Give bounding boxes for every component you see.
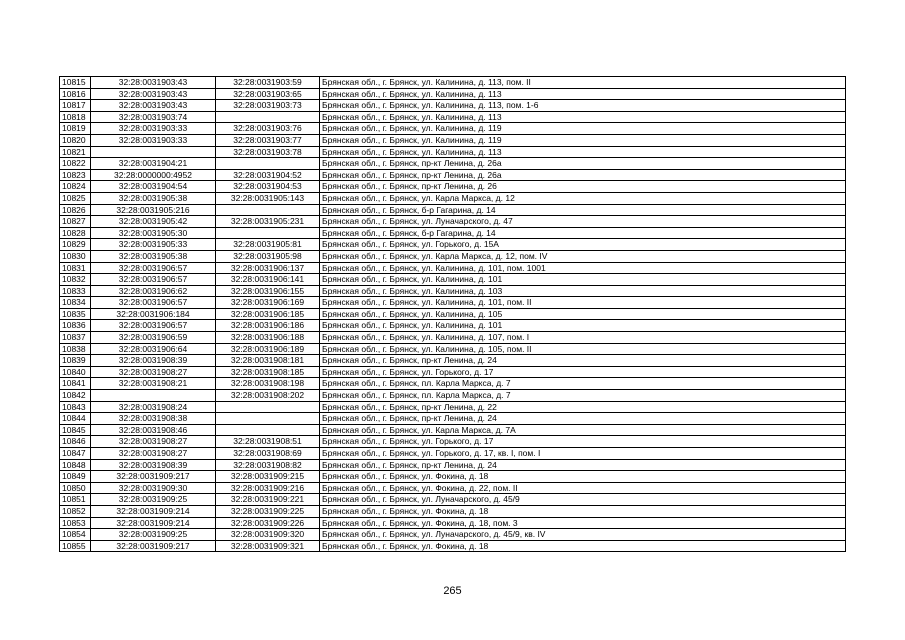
table-row <box>60 134 846 146</box>
table-row <box>60 517 846 529</box>
table-row <box>60 529 846 541</box>
row-number-cell: 10830 <box>60 250 91 262</box>
table-row <box>60 227 846 239</box>
address-cell: Брянская обл., г. Брянск, пр-кт Ленина, д. 26а <box>320 158 846 170</box>
cadastral-number-cell: 32:28:0031908:27 <box>91 436 216 448</box>
cadastral-number-cell <box>91 146 216 158</box>
address-cell: Брянская обл., г. Брянск, ул. Калинина, д. 101 <box>320 320 846 332</box>
table-row <box>60 158 846 170</box>
address-cell: Брянская обл., г. Брянск, ул. Калинина, д. 113, пом. II <box>320 77 846 89</box>
object-cadastral-number-cell <box>216 413 320 425</box>
cadastral-number-cell: 32:28:0031903:33 <box>91 123 216 135</box>
object-cadastral-number-cell <box>216 204 320 216</box>
cadastral-number-cell: 32:28:0031908:46 <box>91 424 216 436</box>
object-cadastral-number-cell: 32:28:0031905:143 <box>216 192 320 204</box>
table-row <box>60 285 846 297</box>
row-number-cell: 10825 <box>60 192 91 204</box>
object-cadastral-number-cell: 32:28:0031903:73 <box>216 100 320 112</box>
address-cell: Брянская обл., г. Брянск, ул. Горького, д. 17 <box>320 366 846 378</box>
cadastral-number-cell: 32:28:0031904:21 <box>91 158 216 170</box>
row-number-cell: 10815 <box>60 77 91 89</box>
table-row <box>60 88 846 100</box>
cadastral-number-cell: 32:28:0031908:38 <box>91 413 216 425</box>
object-cadastral-number-cell: 32:28:0031906:155 <box>216 285 320 297</box>
row-number-cell: 10839 <box>60 355 91 367</box>
table-row <box>60 459 846 471</box>
table-row <box>60 111 846 123</box>
row-number-cell: 10817 <box>60 100 91 112</box>
address-cell: Брянская обл., г. Брянск, ул. Луначарского, д. 45/9, кв. IV <box>320 529 846 541</box>
object-cadastral-number-cell: 32:28:0031909:321 <box>216 540 320 552</box>
object-cadastral-number-cell: 32:28:0031909:226 <box>216 517 320 529</box>
row-number-cell: 10838 <box>60 343 91 355</box>
cadastral-number-cell: 32:28:0031908:39 <box>91 355 216 367</box>
cadastral-number-cell: 32:28:0031909:25 <box>91 494 216 506</box>
address-cell: Брянская обл., г. Брянск, ул. Калинина, д. 113 <box>320 88 846 100</box>
object-cadastral-number-cell: 32:28:0031908:51 <box>216 436 320 448</box>
row-number-cell: 10846 <box>60 436 91 448</box>
cadastral-number-cell: 32:28:0031906:57 <box>91 320 216 332</box>
row-number-cell: 10823 <box>60 169 91 181</box>
row-number-cell: 10835 <box>60 308 91 320</box>
row-number-cell: 10819 <box>60 123 91 135</box>
cadastral-number-cell: 32:28:0031909:217 <box>91 540 216 552</box>
address-cell: Брянская обл., г. Брянск, ул. Калинина, д. 101 <box>320 274 846 286</box>
table-row <box>60 100 846 112</box>
address-cell: Брянская обл., г. Брянск, пл. Карла Маркса, д. 7 <box>320 378 846 390</box>
address-cell: Брянская обл., г. Брянск, ул. Луначарского, д. 47 <box>320 216 846 228</box>
address-cell: Брянская обл., г. Брянск, ул. Калинина, д. 103 <box>320 285 846 297</box>
address-cell: Брянская обл., г. Брянск, пр-кт Ленина, д. 26 <box>320 181 846 193</box>
row-number-cell: 10829 <box>60 239 91 251</box>
cadastral-number-cell: 32:28:0031909:217 <box>91 471 216 483</box>
row-number-cell: 10848 <box>60 459 91 471</box>
object-cadastral-number-cell: 32:28:0031909:225 <box>216 505 320 517</box>
object-cadastral-number-cell <box>216 158 320 170</box>
address-cell: Брянская обл., г. Брянск, ул. Фокина, д. 18 <box>320 505 846 517</box>
address-cell: Брянская обл., г. Брянск, б-р Гагарина, д. 14 <box>320 227 846 239</box>
cadastral-number-cell: 32:28:0031905:38 <box>91 192 216 204</box>
table-row <box>60 482 846 494</box>
table-row <box>60 471 846 483</box>
address-cell: Брянская обл., г. Брянск, ул. Калинина, д. 105 <box>320 308 846 320</box>
object-cadastral-number-cell: 32:28:0031908:181 <box>216 355 320 367</box>
table-row <box>60 123 846 135</box>
object-cadastral-number-cell: 32:28:0031903:77 <box>216 134 320 146</box>
table-row <box>60 262 846 274</box>
object-cadastral-number-cell: 32:28:0031906:185 <box>216 308 320 320</box>
table-row <box>60 424 846 436</box>
object-cadastral-number-cell: 32:28:0031903:65 <box>216 88 320 100</box>
address-cell: Брянская обл., г. Брянск, ул. Калинина, д. 119 <box>320 123 846 135</box>
address-cell: Брянская обл., г. Брянск, ул. Калинина, д. 101, пом. 1001 <box>320 262 846 274</box>
object-cadastral-number-cell <box>216 424 320 436</box>
cadastral-number-cell: 32:28:0031906:184 <box>91 308 216 320</box>
row-number-cell: 10820 <box>60 134 91 146</box>
object-cadastral-number-cell: 32:28:0031904:52 <box>216 169 320 181</box>
row-number-cell: 10824 <box>60 181 91 193</box>
row-number-cell: 10831 <box>60 262 91 274</box>
table-row <box>60 204 846 216</box>
object-cadastral-number-cell: 32:28:0031905:98 <box>216 250 320 262</box>
table-row <box>60 274 846 286</box>
object-cadastral-number-cell: 32:28:0031906:141 <box>216 274 320 286</box>
cadastral-number-cell: 32:28:0031909:214 <box>91 505 216 517</box>
cadastral-number-cell: 32:28:0031906:64 <box>91 343 216 355</box>
address-cell: Брянская обл., г. Брянск, б-р Гагарина, д. 14 <box>320 204 846 216</box>
cadastral-number-cell: 32:28:0031908:39 <box>91 459 216 471</box>
address-cell: Брянская обл., г. Брянск, ул. Калинина, д. 101, пом. II <box>320 297 846 309</box>
table-row <box>60 320 846 332</box>
table-row <box>60 505 846 517</box>
row-number-cell: 10833 <box>60 285 91 297</box>
table-row <box>60 250 846 262</box>
table-row <box>60 378 846 390</box>
address-cell: Брянская обл., г. Брянск, пр-кт Ленина, д. 22 <box>320 401 846 413</box>
row-number-cell: 10852 <box>60 505 91 517</box>
table-row <box>60 297 846 309</box>
row-number-cell: 10844 <box>60 413 91 425</box>
object-cadastral-number-cell <box>216 401 320 413</box>
table-row <box>60 494 846 506</box>
row-number-cell: 10818 <box>60 111 91 123</box>
table-row <box>60 332 846 344</box>
object-cadastral-number-cell: 32:28:0031903:76 <box>216 123 320 135</box>
row-number-cell: 10843 <box>60 401 91 413</box>
object-cadastral-number-cell: 32:28:0031905:81 <box>216 239 320 251</box>
page-number: 265 <box>443 585 462 597</box>
row-number-cell: 10828 <box>60 227 91 239</box>
object-cadastral-number-cell: 32:28:0031908:82 <box>216 459 320 471</box>
table-row <box>60 540 846 552</box>
row-number-cell: 10855 <box>60 540 91 552</box>
row-number-cell: 10836 <box>60 320 91 332</box>
row-number-cell: 10849 <box>60 471 91 483</box>
table-row <box>60 366 846 378</box>
address-cell: Брянская обл., г. Брянск, ул. Калинина, д. 113 <box>320 146 846 158</box>
cadastral-number-cell: 32:28:0031905:30 <box>91 227 216 239</box>
cadastral-number-cell: 32:28:0031903:43 <box>91 100 216 112</box>
cadastral-number-cell: 32:28:0031905:42 <box>91 216 216 228</box>
object-cadastral-number-cell: 32:28:0031908:185 <box>216 366 320 378</box>
address-cell: Брянская обл., г. Брянск, ул. Горького, д. 17, кв. I, пом. I <box>320 448 846 460</box>
object-cadastral-number-cell: 32:28:0031905:231 <box>216 216 320 228</box>
table-row <box>60 181 846 193</box>
address-cell: Брянская обл., г. Брянск, ул. Горького, д. 15А <box>320 239 846 251</box>
object-cadastral-number-cell: 32:28:0031909:320 <box>216 529 320 541</box>
cadastral-number-cell: 32:28:0031906:62 <box>91 285 216 297</box>
row-number-cell: 10834 <box>60 297 91 309</box>
table-row <box>60 355 846 367</box>
address-cell: Брянская обл., г. Брянск, ул. Карла Маркса, д. 12 <box>320 192 846 204</box>
object-cadastral-number-cell <box>216 227 320 239</box>
row-number-cell: 10842 <box>60 390 91 402</box>
address-cell: Брянская обл., г. Брянск, ул. Калинина, д. 113, пом. 1-6 <box>320 100 846 112</box>
cadastral-number-cell: 32:28:0031909:25 <box>91 529 216 541</box>
table-row <box>60 239 846 251</box>
cadastral-number-cell: 32:28:0031903:43 <box>91 88 216 100</box>
object-cadastral-number-cell: 32:28:0031909:216 <box>216 482 320 494</box>
cadastral-number-cell <box>91 390 216 402</box>
address-cell: Брянская обл., г. Брянск, ул. Фокина, д. 18 <box>320 471 846 483</box>
object-cadastral-number-cell: 32:28:0031908:198 <box>216 378 320 390</box>
address-cell: Брянская обл., г. Брянск, ул. Калинина, д. 107, пом. I <box>320 332 846 344</box>
row-number-cell: 10850 <box>60 482 91 494</box>
row-number-cell: 10837 <box>60 332 91 344</box>
cadastral-number-cell: 32:28:0000000:4952 <box>91 169 216 181</box>
address-cell: Брянская обл., г. Брянск, ул. Калинина, д. 119 <box>320 134 846 146</box>
table-row <box>60 308 846 320</box>
object-cadastral-number-cell: 32:28:0031904:53 <box>216 181 320 193</box>
address-cell: Брянская обл., г. Брянск, ул. Горького, д. 17 <box>320 436 846 448</box>
cadastral-number-cell: 32:28:0031905:33 <box>91 239 216 251</box>
registry-table <box>59 76 846 552</box>
row-number-cell: 10847 <box>60 448 91 460</box>
row-number-cell: 10851 <box>60 494 91 506</box>
cadastral-number-cell: 32:28:0031906:59 <box>91 332 216 344</box>
row-number-cell: 10832 <box>60 274 91 286</box>
address-cell: Брянская обл., г. Брянск, ул. Калинина, д. 113 <box>320 111 846 123</box>
cadastral-number-cell: 32:28:0031906:57 <box>91 274 216 286</box>
cadastral-number-cell: 32:28:0031904:54 <box>91 181 216 193</box>
row-number-cell: 10827 <box>60 216 91 228</box>
cadastral-number-cell: 32:28:0031906:57 <box>91 297 216 309</box>
cadastral-number-cell: 32:28:0031909:214 <box>91 517 216 529</box>
address-cell: Брянская обл., г. Брянск, ул. Калинина, д. 105, пом. II <box>320 343 846 355</box>
address-cell: Брянская обл., г. Брянск, пр-кт Ленина, д. 26а <box>320 169 846 181</box>
address-cell: Брянская обл., г. Брянск, пр-кт Ленина, д. 24 <box>320 459 846 471</box>
address-cell: Брянская обл., г. Брянск, ул. Луначарского, д. 45/9 <box>320 494 846 506</box>
cadastral-number-cell: 32:28:0031905:38 <box>91 250 216 262</box>
row-number-cell: 10822 <box>60 158 91 170</box>
row-number-cell: 10841 <box>60 378 91 390</box>
object-cadastral-number-cell: 32:28:0031909:221 <box>216 494 320 506</box>
cadastral-number-cell: 32:28:0031909:30 <box>91 482 216 494</box>
object-cadastral-number-cell: 32:28:0031903:78 <box>216 146 320 158</box>
cadastral-number-cell: 32:28:0031905:216 <box>91 204 216 216</box>
object-cadastral-number-cell <box>216 111 320 123</box>
object-cadastral-number-cell: 32:28:0031906:188 <box>216 332 320 344</box>
cadastral-number-cell: 32:28:0031908:27 <box>91 366 216 378</box>
object-cadastral-number-cell: 32:28:0031906:186 <box>216 320 320 332</box>
table-row <box>60 436 846 448</box>
address-cell: Брянская обл., г. Брянск, ул. Карла Маркса, д. 7А <box>320 424 846 436</box>
address-cell: Брянская обл., г. Брянск, ул. Карла Маркса, д. 12, пом. IV <box>320 250 846 262</box>
address-cell: Брянская обл., г. Брянск, ул. Фокина, д. 18, пом. 3 <box>320 517 846 529</box>
table-row <box>60 146 846 158</box>
cadastral-number-cell: 32:28:0031903:43 <box>91 77 216 89</box>
cadastral-number-cell: 32:28:0031908:24 <box>91 401 216 413</box>
table-row <box>60 216 846 228</box>
address-cell: Брянская обл., г. Брянск, ул. Фокина, д. 22, пом. II <box>320 482 846 494</box>
cadastral-number-cell: 32:28:0031906:57 <box>91 262 216 274</box>
address-cell: Брянская обл., г. Брянск, пр-кт Ленина, д. 24 <box>320 355 846 367</box>
table-row <box>60 448 846 460</box>
row-number-cell: 10854 <box>60 529 91 541</box>
row-number-cell: 10840 <box>60 366 91 378</box>
row-number-cell: 10826 <box>60 204 91 216</box>
table-row <box>60 413 846 425</box>
registry-table-body <box>60 77 846 552</box>
table-row <box>60 390 846 402</box>
row-number-cell: 10853 <box>60 517 91 529</box>
cadastral-number-cell: 32:28:0031908:27 <box>91 448 216 460</box>
object-cadastral-number-cell: 32:28:0031906:137 <box>216 262 320 274</box>
object-cadastral-number-cell: 32:28:0031903:59 <box>216 77 320 89</box>
address-cell: Брянская обл., г. Брянск, ул. Фокина, д. 18 <box>320 540 846 552</box>
cadastral-number-cell: 32:28:0031903:33 <box>91 134 216 146</box>
row-number-cell: 10816 <box>60 88 91 100</box>
object-cadastral-number-cell: 32:28:0031909:215 <box>216 471 320 483</box>
address-cell: Брянская обл., г. Брянск, пл. Карла Маркса, д. 7 <box>320 390 846 402</box>
table-row <box>60 343 846 355</box>
object-cadastral-number-cell: 32:28:0031906:169 <box>216 297 320 309</box>
row-number-cell: 10821 <box>60 146 91 158</box>
table-row <box>60 169 846 181</box>
object-cadastral-number-cell: 32:28:0031906:189 <box>216 343 320 355</box>
table-row <box>60 192 846 204</box>
table-row <box>60 77 846 89</box>
cadastral-number-cell: 32:28:0031903:74 <box>91 111 216 123</box>
cadastral-number-cell: 32:28:0031908:21 <box>91 378 216 390</box>
row-number-cell: 10845 <box>60 424 91 436</box>
table-row <box>60 401 846 413</box>
address-cell: Брянская обл., г. Брянск, пр-кт Ленина, д. 24 <box>320 413 846 425</box>
object-cadastral-number-cell: 32:28:0031908:69 <box>216 448 320 460</box>
object-cadastral-number-cell: 32:28:0031908:202 <box>216 390 320 402</box>
